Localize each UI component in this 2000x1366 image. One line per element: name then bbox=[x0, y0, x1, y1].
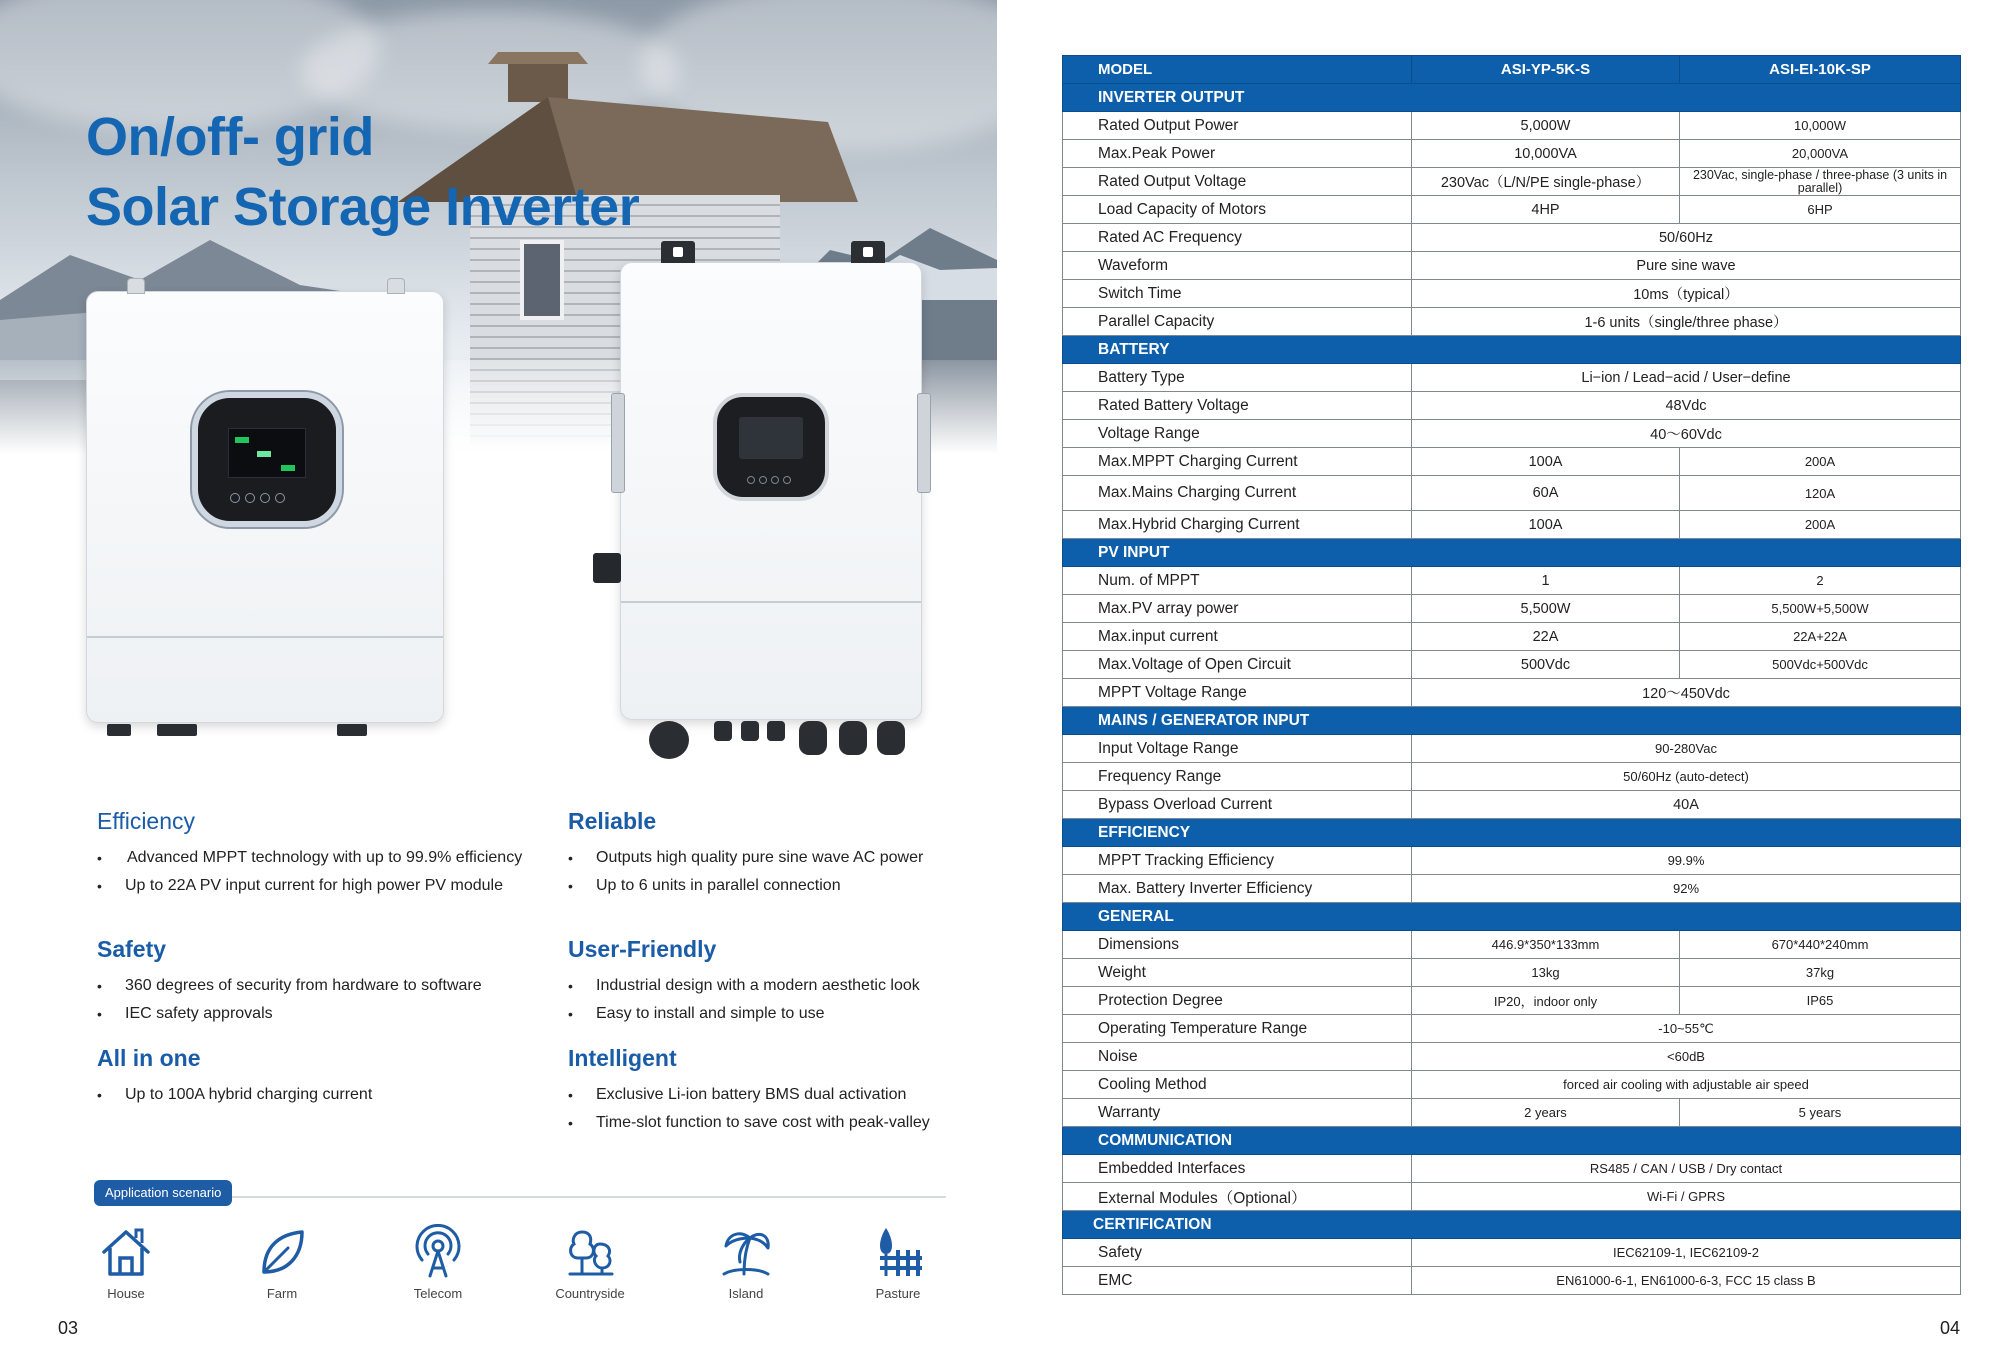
panel-seam bbox=[87, 636, 443, 638]
scenario-telecom bbox=[378, 1224, 498, 1301]
spec-label: Rated Output Voltage bbox=[1063, 168, 1412, 196]
spec-row bbox=[1063, 224, 1961, 252]
spec-row bbox=[1063, 1015, 1961, 1043]
feature-title: All in one bbox=[97, 1045, 201, 1071]
feature-item: • Advanced MPPT technology with up to 99.9% efficiency bbox=[97, 844, 522, 872]
spec-label: Max.Peak Power bbox=[1063, 140, 1412, 168]
spec-value: 10,000W bbox=[1680, 112, 1961, 140]
bottom-connectors bbox=[107, 724, 427, 738]
spec-row bbox=[1063, 595, 1961, 623]
inverter-display-panel bbox=[713, 393, 829, 501]
spec-value: Pure sine wave bbox=[1412, 252, 1961, 280]
spec-label: Waveform bbox=[1063, 252, 1412, 280]
spec-row bbox=[1063, 420, 1961, 448]
spec-row bbox=[1063, 1071, 1961, 1099]
pasture-fence-icon bbox=[870, 1224, 926, 1280]
section-title: CERTIFICATION bbox=[1063, 1211, 1961, 1239]
spec-label: Max.input current bbox=[1063, 623, 1412, 651]
spec-value: Wi-Fi / GPRS bbox=[1412, 1183, 1961, 1211]
feature-safety bbox=[97, 936, 482, 1028]
spec-label: Safety bbox=[1063, 1239, 1412, 1267]
hero-title-line-2: Solar Storage Inverter bbox=[86, 177, 640, 237]
feature-item: • Up to 100A hybrid charging current bbox=[97, 1081, 372, 1109]
spec-row bbox=[1063, 763, 1961, 791]
side-handle bbox=[917, 393, 931, 493]
spec-label: Battery Type bbox=[1063, 364, 1412, 392]
spec-value: 6HP bbox=[1680, 196, 1961, 224]
spec-value: 10ms（typical） bbox=[1412, 280, 1961, 308]
house-icon bbox=[98, 1224, 154, 1280]
lcd-screen bbox=[228, 428, 306, 478]
feature-title: Efficiency bbox=[97, 808, 196, 834]
spec-value: 120A bbox=[1680, 476, 1961, 511]
spec-value: 100A bbox=[1412, 448, 1680, 476]
spec-row bbox=[1063, 1239, 1961, 1267]
spec-label: Num. of MPPT bbox=[1063, 567, 1412, 595]
spec-value: <60dB bbox=[1412, 1043, 1961, 1071]
spec-row bbox=[1063, 847, 1961, 875]
feature-all-in-one bbox=[97, 1045, 372, 1109]
spec-value: 90-280Vac bbox=[1412, 735, 1961, 763]
spec-row bbox=[1063, 140, 1961, 168]
spec-value: 5,500W+5,500W bbox=[1680, 595, 1961, 623]
antenna-icon bbox=[410, 1224, 466, 1280]
spec-label: External Modules（Optional） bbox=[1063, 1183, 1412, 1211]
spec-value: 2 bbox=[1680, 567, 1961, 595]
spec-value: IEC62109-1, IEC62109-2 bbox=[1412, 1239, 1961, 1267]
section-title: BATTERY bbox=[1063, 336, 1961, 364]
spec-label: MPPT Tracking Efficiency bbox=[1063, 847, 1412, 875]
spec-row bbox=[1063, 651, 1961, 679]
spec-value: 230Vac, single-phase / three-phase (3 units in parallel) bbox=[1680, 168, 1961, 196]
spec-row bbox=[1063, 1099, 1961, 1127]
spec-label: Voltage Range bbox=[1063, 420, 1412, 448]
spec-section-header bbox=[1063, 707, 1961, 735]
spec-label: Max. Battery Inverter Efficiency bbox=[1063, 875, 1412, 903]
scenario-countryside bbox=[530, 1224, 650, 1301]
spec-value: 120～450Vdc bbox=[1412, 679, 1961, 707]
spec-label: Dimensions bbox=[1063, 931, 1412, 959]
spec-label: Switch Time bbox=[1063, 280, 1412, 308]
palm-island-icon bbox=[718, 1224, 774, 1280]
spec-value: 60A bbox=[1412, 476, 1680, 511]
scenario-label: Farm bbox=[266, 1286, 298, 1301]
spec-row bbox=[1063, 875, 1961, 903]
spec-row bbox=[1063, 1043, 1961, 1071]
mounting-tab bbox=[387, 278, 405, 294]
section-title: COMMUNICATION bbox=[1063, 1127, 1961, 1155]
spec-value: 500Vdc bbox=[1412, 651, 1680, 679]
spec-header-row bbox=[1063, 56, 1961, 84]
scenario-pasture bbox=[838, 1224, 958, 1301]
spec-label: EMC bbox=[1063, 1267, 1412, 1295]
spec-value: 92% bbox=[1412, 875, 1961, 903]
spec-value: forced air cooling with adjustable air speed bbox=[1412, 1071, 1961, 1099]
spec-label: Bypass Overload Current bbox=[1063, 791, 1412, 819]
spec-label: Weight bbox=[1063, 959, 1412, 987]
scenario-label: House bbox=[107, 1286, 145, 1301]
scenario-island bbox=[686, 1224, 806, 1301]
spec-row bbox=[1063, 476, 1961, 511]
spec-value: EN61000-6-1, EN61000-6-3, FCC 15 class B bbox=[1412, 1267, 1961, 1295]
scenario-label: Pasture bbox=[875, 1286, 921, 1301]
lcd-screen bbox=[739, 417, 803, 459]
spec-value: RS485 / CAN / USB / Dry contact bbox=[1412, 1155, 1961, 1183]
spec-value: 4HP bbox=[1412, 196, 1680, 224]
spec-value: 1 bbox=[1412, 567, 1680, 595]
control-buttons bbox=[230, 490, 310, 502]
side-connector bbox=[593, 553, 621, 583]
spec-label: Warranty bbox=[1063, 1099, 1412, 1127]
spec-section-header bbox=[1063, 903, 1961, 931]
spec-label: Cooling Method bbox=[1063, 1071, 1412, 1099]
inverter-10k-image bbox=[620, 262, 922, 720]
model-name: ASI-EI-10K-SP bbox=[1680, 56, 1961, 84]
spec-value: 200A bbox=[1680, 511, 1961, 539]
spec-row bbox=[1063, 196, 1961, 224]
spec-row bbox=[1063, 791, 1961, 819]
inverter-display-panel bbox=[192, 392, 342, 527]
spec-value: IP20，indoor only bbox=[1412, 987, 1680, 1015]
scenario-farm bbox=[222, 1224, 342, 1301]
spec-value: 22A bbox=[1412, 623, 1680, 651]
spec-label: Operating Temperature Range bbox=[1063, 1015, 1412, 1043]
feature-title: User-Friendly bbox=[568, 936, 717, 962]
spec-row bbox=[1063, 511, 1961, 539]
feature-title: Reliable bbox=[568, 808, 657, 834]
spec-table bbox=[1062, 55, 1961, 1295]
spec-row bbox=[1063, 448, 1961, 476]
trees-icon bbox=[562, 1224, 618, 1280]
section-title: EFFICIENCY bbox=[1063, 819, 1961, 847]
spec-row bbox=[1063, 931, 1961, 959]
spec-row bbox=[1063, 364, 1961, 392]
barn-window bbox=[520, 240, 564, 320]
section-title: PV INPUT bbox=[1063, 539, 1961, 567]
section-title: MAINS / GENERATOR INPUT bbox=[1063, 707, 1961, 735]
control-buttons bbox=[747, 471, 795, 489]
spec-label: Protection Degree bbox=[1063, 987, 1412, 1015]
feature-title: Intelligent bbox=[568, 1045, 677, 1071]
spec-label: Rated Output Power bbox=[1063, 112, 1412, 140]
spec-value: 200A bbox=[1680, 448, 1961, 476]
spec-label: Max.Voltage of Open Circuit bbox=[1063, 651, 1412, 679]
spec-value: -10~55℃ bbox=[1412, 1015, 1961, 1043]
spec-row bbox=[1063, 987, 1961, 1015]
spec-label: Input Voltage Range bbox=[1063, 735, 1412, 763]
feature-item: • Outputs high quality pure sine wave AC power bbox=[568, 844, 923, 872]
page-number-left: 03 bbox=[58, 1318, 79, 1338]
side-handle bbox=[611, 393, 625, 493]
feature-item: • 360 degrees of security from hardware to software bbox=[97, 972, 482, 1000]
hero-title bbox=[86, 102, 639, 242]
feature-item: • Up to 6 units in parallel connection bbox=[568, 872, 923, 900]
spec-value: 40～60Vdc bbox=[1412, 420, 1961, 448]
mounting-tab bbox=[127, 278, 145, 294]
spec-value: IP65 bbox=[1680, 987, 1961, 1015]
inverter-5k-image bbox=[86, 291, 444, 723]
spec-value: 13kg bbox=[1412, 959, 1680, 987]
feature-item: • Exclusive Li-ion battery BMS dual activation bbox=[568, 1081, 930, 1109]
spec-value: 50/60Hz bbox=[1412, 224, 1961, 252]
hero-title-line-1: On/off- grid bbox=[86, 107, 374, 167]
feature-item: • IEC safety approvals bbox=[97, 1000, 482, 1028]
spec-section-header bbox=[1063, 819, 1961, 847]
leaf-icon bbox=[254, 1224, 310, 1280]
spec-value: 5,000W bbox=[1412, 112, 1680, 140]
spec-row bbox=[1063, 252, 1961, 280]
spec-label: Parallel Capacity bbox=[1063, 308, 1412, 336]
spec-row bbox=[1063, 679, 1961, 707]
feature-user-friendly bbox=[568, 936, 920, 1028]
spec-label: Frequency Range bbox=[1063, 763, 1412, 791]
spec-label: MPPT Voltage Range bbox=[1063, 679, 1412, 707]
spec-row bbox=[1063, 308, 1961, 336]
application-scenario-label: Application scenario bbox=[94, 1180, 232, 1206]
spec-row bbox=[1063, 623, 1961, 651]
spec-row bbox=[1063, 1267, 1961, 1295]
spec-row bbox=[1063, 1155, 1961, 1183]
spec-section-header bbox=[1063, 336, 1961, 364]
spec-row bbox=[1063, 280, 1961, 308]
mounting-bracket bbox=[851, 241, 885, 263]
spec-value: Li−ion / Lead−acid / User−define bbox=[1412, 364, 1961, 392]
mounting-bracket bbox=[661, 241, 695, 263]
scenario-label: Countryside bbox=[555, 1286, 625, 1301]
spec-value: 500Vdc+500Vdc bbox=[1680, 651, 1961, 679]
spec-value: 446.9*350*133mm bbox=[1412, 931, 1680, 959]
scenario-house bbox=[66, 1224, 186, 1301]
spec-value: 2 years bbox=[1412, 1099, 1680, 1127]
cable-glands bbox=[649, 721, 909, 761]
feature-intelligent bbox=[568, 1045, 930, 1137]
spec-value: 99.9% bbox=[1412, 847, 1961, 875]
spec-value: 20,000VA bbox=[1680, 140, 1961, 168]
spec-value: 230Vac（L/N/PE single-phase） bbox=[1412, 168, 1680, 196]
spec-label: Load Capacity of Motors bbox=[1063, 196, 1412, 224]
spec-row bbox=[1063, 959, 1961, 987]
spec-value: 5,500W bbox=[1412, 595, 1680, 623]
feature-item: • Easy to install and simple to use bbox=[568, 1000, 920, 1028]
feature-item: • Up to 22A PV input current for high power PV module bbox=[97, 872, 522, 900]
spec-row bbox=[1063, 112, 1961, 140]
spec-label: Rated AC Frequency bbox=[1063, 224, 1412, 252]
spec-value: 37kg bbox=[1680, 959, 1961, 987]
feature-reliable bbox=[568, 808, 923, 900]
spec-value: 48Vdc bbox=[1412, 392, 1961, 420]
section-title: GENERAL bbox=[1063, 903, 1961, 931]
spec-section-header bbox=[1063, 539, 1961, 567]
spec-label: Max.MPPT Charging Current bbox=[1063, 448, 1412, 476]
spec-value: 5 years bbox=[1680, 1099, 1961, 1127]
spec-row bbox=[1063, 735, 1961, 763]
spec-label: Noise bbox=[1063, 1043, 1412, 1071]
spec-value: 10,000VA bbox=[1412, 140, 1680, 168]
spec-section-header bbox=[1063, 1211, 1961, 1239]
feature-item: • Industrial design with a modern aesthetic look bbox=[568, 972, 920, 1000]
spec-value: 670*440*240mm bbox=[1680, 931, 1961, 959]
scenario-label: Island bbox=[728, 1286, 764, 1301]
section-title: INVERTER OUTPUT bbox=[1063, 84, 1961, 112]
model-name: ASI-YP-5K-S bbox=[1412, 56, 1680, 84]
spec-section-header bbox=[1063, 1127, 1961, 1155]
spec-row bbox=[1063, 1183, 1961, 1211]
panel-seam bbox=[621, 601, 921, 603]
spec-label: Rated Battery Voltage bbox=[1063, 392, 1412, 420]
model-header: MODEL bbox=[1063, 56, 1412, 84]
spec-row bbox=[1063, 168, 1961, 196]
feature-item: • Time-slot function to save cost with peak-valley bbox=[568, 1109, 930, 1137]
spec-label: Embedded Interfaces bbox=[1063, 1155, 1412, 1183]
scenario-label: Telecom bbox=[413, 1286, 463, 1301]
page-number-right: 04 bbox=[1940, 1318, 1961, 1338]
spec-section-header bbox=[1063, 84, 1961, 112]
spec-label: Max.PV array power bbox=[1063, 595, 1412, 623]
spec-label: Max.Mains Charging Current bbox=[1063, 476, 1412, 511]
spec-label: Max.Hybrid Charging Current bbox=[1063, 511, 1412, 539]
spec-value: 50/60Hz (auto-detect) bbox=[1412, 763, 1961, 791]
spec-value: 1-6 units（single/three phase） bbox=[1412, 308, 1961, 336]
spec-value: 40A bbox=[1412, 791, 1961, 819]
feature-title: Safety bbox=[97, 936, 167, 962]
spec-row bbox=[1063, 392, 1961, 420]
spec-value: 100A bbox=[1412, 511, 1680, 539]
spec-row bbox=[1063, 567, 1961, 595]
feature-efficiency bbox=[97, 808, 522, 900]
spec-value: 22A+22A bbox=[1680, 623, 1961, 651]
